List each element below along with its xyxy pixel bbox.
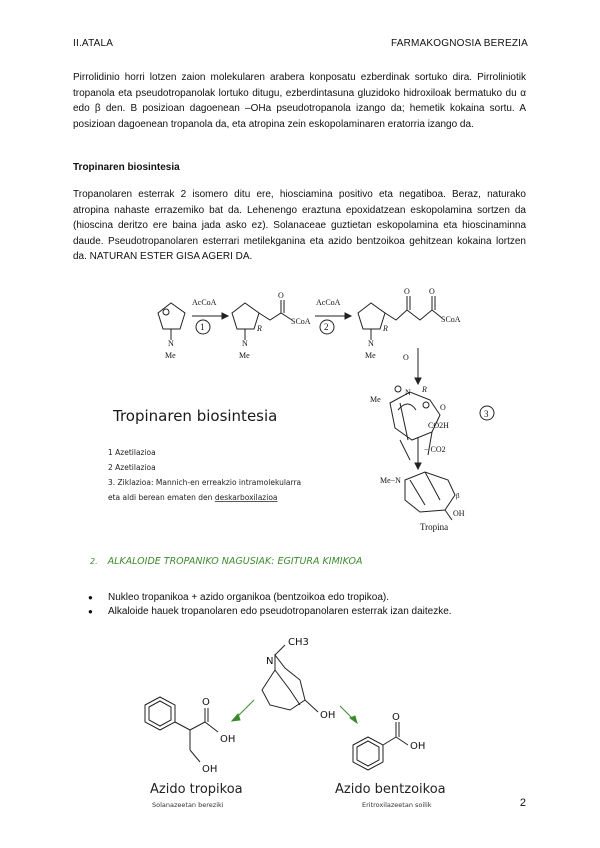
- label-o-4: O: [440, 403, 446, 412]
- page-number: 2: [519, 797, 526, 809]
- label-step-1: 1: [200, 322, 205, 332]
- tropic-acid-name: Azido tropikoa: [150, 782, 243, 797]
- tropic-chain: [175, 722, 205, 730]
- label-me-1: Me: [165, 351, 176, 360]
- label-me-4: Me: [370, 395, 381, 404]
- step-text-4: eta aldi berean ematen den deskarboxilazioa: [108, 493, 278, 502]
- label-benzoic-o: O: [392, 712, 400, 723]
- label-ch3: CH3: [288, 637, 309, 648]
- label-tropic-o: O: [202, 697, 210, 708]
- label-n-4: N: [405, 388, 411, 397]
- label-r-1: R: [257, 324, 262, 333]
- label-oxidation: O: [403, 353, 409, 362]
- label-n-core: N: [266, 656, 274, 667]
- label-n-3: N: [368, 339, 374, 348]
- label-oh-tropine: OH: [453, 509, 465, 518]
- benzoic-acid-name: Azido bentzoikoa: [335, 782, 446, 797]
- label-o-3: O: [429, 287, 435, 296]
- label-reagent-1: AcCoA: [192, 298, 217, 307]
- label-scoa-1: SCoA: [291, 317, 311, 326]
- label-step-2: 2: [324, 322, 329, 332]
- label-o-1: O: [278, 291, 284, 300]
- section-title-text: ALKALOIDE TROPANIKO NAGUSIAK: EGITURA KIMIKOA: [107, 556, 363, 567]
- step-text-1: 1 Azetilazioa: [108, 448, 156, 457]
- subheading-tropine-biosynthesis: Tropinaren biosintesia: [73, 162, 180, 173]
- bullet-item: ● Nukleo tropanikoa + azido organikoa (bentzoikoa edo tropikoa).: [88, 591, 452, 605]
- label-me-n: Me−N: [380, 476, 401, 485]
- header-title: FARMAKOGNOSIA BEREZIA: [390, 38, 528, 49]
- label-me-2: Me: [239, 351, 250, 360]
- label-beta: β: [456, 492, 460, 500]
- header-chapter: II.ATALA: [73, 38, 114, 49]
- label-benzoic-oh: OH: [410, 741, 426, 752]
- intro-paragraph: Pirrolidinio horri lotzen zaion molekularen arabera konposatu ezberdinak sortuko dira. Pirroliniotik tropanola eta pseudotropanolak lortuko ditugu, ezberdintasuna gluzidoko hidroxiloak bermatuko du α edo β den. B posizioan dagoenean –OHa pseudotropanola izango da; hemetik kokaina sortu. A posizioan dagoenean tropanola da, eta atropina zein eskopolaminaren eratorria izango da.: [73, 72, 526, 130]
- label-n-1: N: [168, 339, 174, 348]
- step-text-3: 3. Ziklazioa: Mannich-en erreakzio intramolekularra: [108, 478, 302, 487]
- label-co2-loss: − CO2: [424, 445, 446, 454]
- label-r-3: R: [422, 385, 427, 394]
- label-n-2: N: [242, 339, 248, 348]
- tropic-acid-note: Solanazeetan bereziki: [152, 801, 224, 809]
- biosynthesis-paragraph: Tropanolaren esterrak 2 isomero ditu ere, hiosciamina positivo eta negatiboa. Beraz, naturako atropina nahaste errazemiko bat da. Lehenengo eraztuna epoxidatzean eskopolamina sortzen da (hioscina deritzo ere baina jada asko ez). Solanaceae guztietan eskopolamina eta hioscinaminna daude. Pseudotropanolaren esterrari metilekganina eta azido bentzoikoa gehitzean kokaina lortzen da. NATURAN ESTER GISA AGERI DA.: [73, 189, 526, 262]
- label-scoa-2: SCoA: [441, 315, 461, 324]
- figure-title: Tropinaren biosintesia: [113, 407, 278, 425]
- label-r-2: R: [383, 324, 388, 333]
- label-step-3: 3: [484, 409, 489, 419]
- bullet-item: ● Alkaloide hauek tropanolaren edo pseudotropanolaren esterrak izan daitezke.: [88, 605, 452, 619]
- label-tropic-oh1: OH: [220, 734, 236, 745]
- step-text-2: 2 Azetilazioa: [108, 463, 156, 472]
- label-co2h: CO2H: [428, 421, 449, 430]
- label-tropic-oh2: OH: [202, 764, 218, 775]
- label-tropine: Tropina: [420, 522, 449, 532]
- label-reagent-2: AcCoA: [316, 298, 341, 307]
- label-me-3: Me: [365, 351, 376, 360]
- section-number: 2.: [90, 557, 98, 566]
- label-o-2: O: [404, 287, 410, 296]
- benzoic-acid-note: Eritroxilazeetan soilik: [362, 801, 432, 809]
- label-oh-core: OH: [320, 710, 336, 721]
